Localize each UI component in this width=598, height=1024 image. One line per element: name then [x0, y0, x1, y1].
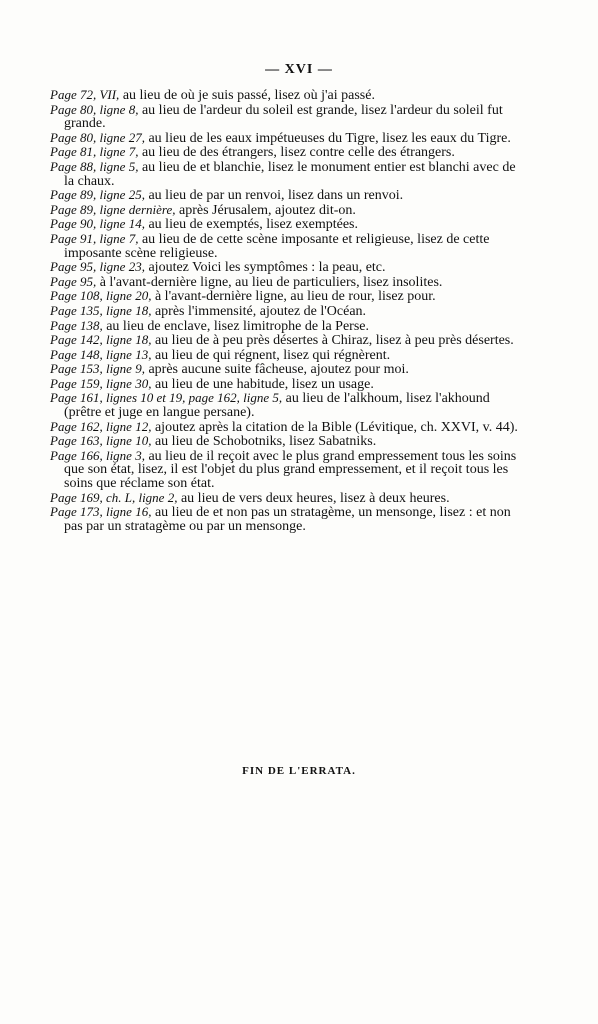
errata-entry	[50, 420, 520, 435]
errata-entry	[50, 275, 520, 290]
errata-entry	[50, 203, 520, 218]
errata-list	[50, 88, 520, 533]
errata-entry	[50, 449, 520, 491]
entry-reference: Page 159, ligne 30,	[50, 375, 152, 391]
entry-reference: Page 89, ligne dernière,	[50, 201, 176, 217]
entry-reference: Page 166, ligne 3,	[50, 447, 145, 463]
errata-entry	[50, 505, 520, 533]
entry-text: au lieu de des étrangers, lisez contre celle des étrangers.	[138, 145, 455, 161]
errata-entry	[50, 160, 520, 188]
entry-reference: Page 142, ligne 18,	[50, 332, 152, 348]
errata-entry	[50, 304, 520, 319]
errata-entry	[50, 131, 520, 146]
errata-entry	[50, 232, 520, 260]
errata-entry	[50, 319, 520, 334]
entry-text: au lieu de il reçoit avec le plus grand empressement tous les soins que son état, lisez, il est l'objet du plus grand empressement, et il reçoit tous les soins que réclame son état.	[64, 448, 517, 492]
entry-text: au lieu de de cette scène imposante et religieuse, lisez de cette imposante scène religieuse.	[64, 231, 490, 261]
entry-reference: Page 148, ligne 13,	[50, 346, 152, 362]
entry-text: après aucune suite fâcheuse, ajoutez pour moi.	[144, 362, 409, 378]
entry-text: au lieu de et non pas un stratagème, un mensonge, lisez : et non pas par un stratagème ou par un mensonge.	[64, 505, 511, 534]
entry-text: ajoutez après la citation de la Bible (Lévitique, ch. XXVI, v. 44).	[151, 419, 518, 435]
errata-entry	[50, 391, 520, 419]
entry-text: au lieu de où je suis passé, lisez où j'ai passé.	[119, 88, 375, 103]
entry-reference: Page 161, lignes 10 et 19, page 162, ligne 5,	[50, 390, 283, 406]
entry-text: après l'immensité, ajoutez de l'Océan.	[151, 303, 367, 319]
errata-entry	[50, 188, 520, 203]
entry-reference: Page 153, ligne 9,	[50, 361, 145, 377]
page-number-header: — XVI —	[265, 62, 333, 77]
entry-text: au lieu de enclave, lisez limitrophe de la Perse.	[102, 318, 370, 334]
errata-entry	[50, 333, 520, 348]
errata-entry	[50, 217, 520, 232]
entry-reference: Page 163, ligne 10,	[50, 433, 152, 449]
entry-reference: Page 135, ligne 18,	[50, 302, 152, 318]
entry-text: après Jérusalem, ajoutez dit-on.	[175, 202, 356, 218]
entry-text: à l'avant-dernière ligne, au lieu de particuliers, lisez insolites.	[96, 274, 443, 290]
errata-entry	[50, 289, 520, 304]
entry-reference: Page 138,	[50, 317, 103, 333]
errata-entry	[50, 88, 520, 103]
errata-entry	[50, 260, 520, 275]
entry-reference: Page 88, ligne 5,	[50, 158, 139, 174]
errata-entry	[50, 491, 520, 506]
entry-reference: Page 89, ligne 25,	[50, 187, 145, 203]
entry-text: au lieu de vers deux heures, lisez à deux heures.	[177, 490, 450, 506]
errata-entry	[50, 377, 520, 392]
errata-entry	[50, 348, 520, 363]
errata-entry	[50, 145, 520, 160]
entry-text: au lieu de exemptés, lisez exemptées.	[144, 217, 358, 233]
entry-text: au lieu de et blanchie, lisez le monument entier est blanchi avec de la chaux.	[64, 159, 516, 189]
entry-text: au lieu de à peu près désertes à Chiraz, lisez à peu près désertes.	[151, 333, 514, 349]
entry-text: à l'avant-dernière ligne, au lieu de rour, lisez pour.	[151, 289, 436, 305]
entry-reference: Page 95, ligne 23,	[50, 259, 145, 275]
errata-entry	[50, 362, 520, 377]
entry-reference: Page 108, ligne 20,	[50, 288, 152, 304]
entry-text: au lieu de par un renvoi, lisez dans un renvoi.	[144, 188, 404, 204]
entry-text: ajoutez Voici les symptômes : la peau, etc.	[144, 260, 386, 276]
entry-reference: Page 90, ligne 14,	[50, 216, 145, 232]
end-of-errata-footer: FIN DE L'ERRATA.	[242, 765, 356, 777]
entry-text: au lieu de Schobotniks, lisez Sabatniks.	[151, 434, 377, 450]
entry-reference: Page 162, ligne 12,	[50, 418, 152, 434]
entry-text: au lieu de une habitude, lisez un usage.	[151, 376, 374, 392]
entry-reference: Page 80, ligne 8,	[50, 101, 139, 117]
entry-text: au lieu de qui régnent, lisez qui régnèrent.	[151, 347, 391, 363]
errata-entry	[50, 434, 520, 449]
entry-reference: Page 91, ligne 7,	[50, 230, 139, 246]
entry-text: au lieu de l'ardeur du soleil est grande, lisez l'ardeur du soleil fut grande.	[64, 102, 503, 132]
entry-reference: Page 72, VII,	[50, 87, 120, 102]
entry-text: au lieu de l'alkhoum, lisez l'akhound (prêtre et juge en langue persane).	[64, 391, 490, 421]
entry-reference: Page 81, ligne 7,	[50, 144, 139, 160]
errata-entry	[50, 103, 520, 131]
entry-reference: Page 173, ligne 16,	[50, 504, 152, 520]
entry-text: au lieu de les eaux impétueuses du Tigre, lisez les eaux du Tigre.	[144, 130, 511, 146]
entry-reference: Page 169, ch. L, ligne 2,	[50, 489, 178, 505]
entry-reference: Page 95,	[50, 273, 97, 289]
entry-reference: Page 80, ligne 27,	[50, 129, 145, 145]
